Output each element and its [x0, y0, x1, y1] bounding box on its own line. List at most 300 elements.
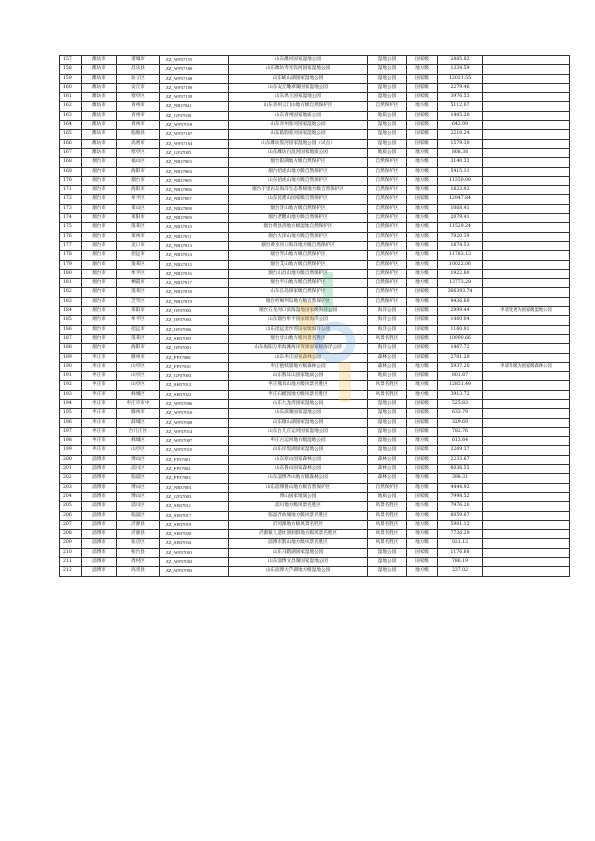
city-cell: 烟台市: [82, 186, 117, 195]
note-cell: [483, 474, 570, 483]
county-cell: 莱阳市: [117, 307, 160, 316]
code-cell: ZZ_WP37155: [160, 56, 229, 65]
area-size-cell: 7920.39: [438, 232, 483, 241]
table-row: [60, 195, 570, 204]
area-type-cell: 地质公园: [368, 492, 407, 501]
area-name-cell: 山东临朐弥河国家湿地公园: [229, 130, 368, 139]
area-size-cell: 2233.67: [438, 455, 483, 464]
area-size-cell: 7998.52: [438, 492, 483, 501]
area-size-cell: 11529.24: [438, 223, 483, 232]
table-row: [60, 362, 570, 371]
row-number: 159: [60, 74, 82, 83]
area-size-cell: 237.02: [438, 567, 483, 576]
city-cell: 烟台市: [82, 297, 117, 306]
table-row: [60, 530, 570, 539]
note-cell: [483, 56, 570, 65]
code-cell: ZZ_NR37005: [160, 176, 229, 185]
note-cell: [483, 241, 570, 250]
table-row: [60, 260, 570, 269]
note-cell: [483, 167, 570, 176]
area-size-cell: 3976.53: [438, 93, 483, 102]
level-cell: 地方级: [407, 511, 438, 520]
area-size-cell: 2079.41: [438, 214, 483, 223]
area-type-cell: 湿地公园: [368, 121, 407, 130]
county-cell: 青州市: [117, 102, 160, 111]
area-name-cell: 博山国家地质公园: [229, 492, 368, 501]
row-number: 186: [60, 325, 82, 334]
row-number: 176: [60, 232, 82, 241]
level-cell: 地方级: [407, 362, 438, 371]
note-cell: [483, 251, 570, 260]
city-cell: 枣庄市: [82, 381, 117, 390]
code-cell: ZZ_WP37003: [160, 567, 229, 576]
code-cell: ZZ_NR37017: [160, 279, 229, 288]
table-row: [60, 316, 570, 325]
area-type-cell: 森林公园: [368, 474, 407, 483]
code-cell: ZZ_WP37168: [160, 74, 229, 83]
area-type-cell: 森林公园: [368, 465, 407, 474]
table-row: [60, 297, 570, 306]
county-cell: 寒亭区: [117, 93, 160, 102]
area-name-cell: 山东九龙湾国家湿地公园: [229, 399, 368, 408]
note-cell: [483, 223, 570, 232]
code-cell: ZZ_NR37009: [160, 214, 229, 223]
code-cell: ZZ_NR37014: [160, 251, 229, 260]
level-cell: 地方级: [407, 520, 438, 529]
row-number: 160: [60, 83, 82, 92]
area-name-cell: 山东熊耳山国家地质公园: [229, 372, 368, 381]
data-table-container: [59, 55, 552, 577]
area-type-cell: 风景名胜区: [368, 381, 407, 390]
area-size-cell: 12851.49: [438, 381, 483, 390]
area-size-cell: 5415.11: [438, 167, 483, 176]
area-size-cell: 2999.44: [438, 307, 483, 316]
area-name-cell: 山东青州云门山地方级自然保护区: [229, 102, 368, 111]
area-name-cell: 山东招远金沙湾国家级海洋公园: [229, 325, 368, 334]
area-name-cell: 烟台黄县湾地方级湿地自然保护区: [229, 223, 368, 232]
area-name-cell: 山东微山湖国家湿地公园: [229, 418, 368, 427]
county-cell: 蓬莱区: [117, 334, 160, 343]
city-cell: 淄博市: [82, 558, 117, 567]
code-cell: ZZ_NR37016: [160, 269, 229, 278]
area-size-cell: 2701.20: [438, 353, 483, 362]
table-row: [60, 520, 570, 529]
table-row: [60, 130, 570, 139]
row-number: 206: [60, 511, 82, 520]
city-cell: 烟台市: [82, 232, 117, 241]
county-cell: 蓬莱区: [117, 223, 160, 232]
area-name-cell: 烟台崆峒列岛地方级自然保护区: [229, 297, 368, 306]
table-row: [60, 492, 570, 501]
note-cell: [483, 409, 570, 418]
level-cell: 国家级: [407, 548, 438, 557]
protected-areas-table: [59, 55, 570, 577]
area-type-cell: 湿地公园: [368, 548, 407, 557]
area-size-cell: 329.69: [438, 418, 483, 427]
note-cell: [483, 418, 570, 427]
level-cell: 国家级: [407, 465, 438, 474]
area-size-cell: 2279.46: [438, 83, 483, 92]
area-size-cell: 642.99: [438, 121, 483, 130]
level-cell: 地方级: [407, 102, 438, 111]
table-row: [60, 288, 570, 297]
area-size-cell: 1405.20: [438, 111, 483, 120]
code-cell: ZZ_WP37007: [160, 437, 229, 446]
area-type-cell: 自然保护区: [368, 214, 407, 223]
table-row: [60, 446, 570, 455]
row-number: 172: [60, 195, 82, 204]
area-size-cell: 7976.20: [438, 502, 483, 511]
city-cell: 枣庄市: [82, 362, 117, 371]
code-cell: ZZ_NR37018: [160, 288, 229, 297]
county-cell: 淄川区: [117, 502, 160, 511]
area-name-cell: 枣庄古运河地方级湿地公园: [229, 437, 368, 446]
row-number: 184: [60, 307, 82, 316]
row-number: 197: [60, 427, 82, 436]
area-size-cell: 2219.24: [438, 130, 483, 139]
note-cell: [483, 465, 570, 474]
row-number: 163: [60, 111, 82, 120]
city-cell: 潍坊市: [82, 130, 117, 139]
county-cell: 海阳市: [117, 186, 160, 195]
level-cell: 地方级: [407, 279, 438, 288]
area-name-cell: 山东昆嵛山国家级自然保护区: [229, 195, 368, 204]
area-name-cell: 山东峡山湖国家湿地公园: [229, 74, 368, 83]
table-row: [60, 232, 570, 241]
row-number: 203: [60, 483, 82, 492]
note-cell: [483, 446, 570, 455]
area-name-cell: 山东淄博齐山地方级森林公园: [229, 474, 368, 483]
table-row: [60, 372, 570, 381]
code-cell: ZZ_WP37008: [160, 418, 229, 427]
row-number: 190: [60, 362, 82, 371]
area-name-cell: 山东淄博大芦湖地方级湿地公园: [229, 567, 368, 576]
city-cell: 烟台市: [82, 176, 117, 185]
level-cell: 国家级: [407, 74, 438, 83]
city-cell: 淄博市: [82, 492, 117, 501]
area-name-cell: 山东青州弥河国家湿地公园: [229, 121, 368, 130]
level-cell: 地方级: [407, 530, 438, 539]
city-cell: 潍坊市: [82, 65, 117, 74]
table-row: [60, 65, 570, 74]
row-number: 194: [60, 399, 82, 408]
level-cell: 地方级: [407, 223, 438, 232]
area-type-cell: 湿地公园: [368, 558, 407, 567]
area-name-cell: 山东枣庄国家森林公园: [229, 353, 368, 362]
level-cell: 国家级: [407, 83, 438, 92]
row-number: 200: [60, 455, 82, 464]
county-cell: 青州市: [117, 111, 160, 120]
code-cell: ZZ_FP37003: [160, 474, 229, 483]
level-cell: 国家级: [407, 344, 438, 353]
table-row: [60, 186, 570, 195]
county-cell: 安丘市: [117, 83, 160, 92]
code-cell: ZZ_NR37004: [160, 167, 229, 176]
county-cell: 高青县: [117, 567, 160, 576]
city-cell: 烟台市: [82, 241, 117, 250]
table-row: [60, 381, 570, 390]
row-number: 189: [60, 353, 82, 362]
note-cell: [483, 139, 570, 148]
level-cell: 国家级: [407, 558, 438, 567]
row-number: 158: [60, 65, 82, 74]
code-cell: ZZ_SH37020: [160, 530, 229, 539]
city-cell: 淄博市: [82, 539, 117, 548]
code-cell: ZZ_FP37001: [160, 455, 229, 464]
code-cell: ZZ_SH37022: [160, 390, 229, 399]
area-name-cell: 烟台罗山地方级自然保护区: [229, 251, 368, 260]
level-cell: 地方级: [407, 297, 438, 306]
row-number: 173: [60, 204, 82, 213]
level-cell: 地方级: [407, 167, 438, 176]
city-cell: 淄博市: [82, 502, 117, 511]
area-name-cell: 山东潍坊寿光弥河国家湿地公园: [229, 65, 368, 74]
row-number: 177: [60, 241, 82, 250]
row-number: 164: [60, 121, 82, 130]
county-cell: 莱山区: [117, 204, 160, 213]
table-row: [60, 418, 570, 427]
area-type-cell: 自然保护区: [368, 297, 407, 306]
level-cell: 地方级: [407, 437, 438, 446]
city-cell: 枣庄市: [82, 390, 117, 399]
county-cell: 莱州市: [117, 232, 160, 241]
level-cell: 国家级: [407, 195, 438, 204]
note-cell: [483, 186, 570, 195]
row-number: 178: [60, 251, 82, 260]
table-row: [60, 399, 570, 408]
code-cell: ZZ_NR37003: [160, 158, 229, 167]
table-row: [60, 93, 570, 102]
area-type-cell: 湿地公园: [368, 93, 407, 102]
table-row: [60, 269, 570, 278]
code-cell: ZZ_WP37169: [160, 83, 229, 92]
row-number: 192: [60, 381, 82, 390]
area-type-cell: 自然保护区: [368, 251, 407, 260]
area-name-cell: 枣庄熊耳山地方级风景名胜区: [229, 381, 368, 390]
row-number: 171: [60, 186, 82, 195]
area-name-cell: 山东台儿庄运河国家湿地公园: [229, 427, 368, 436]
city-cell: 枣庄市: [82, 418, 117, 427]
area-size-cell: 1579.30: [438, 139, 483, 148]
note-cell: [483, 344, 570, 353]
note-cell: [483, 279, 570, 288]
area-name-cell: 淄川地方级风景名胜区: [229, 502, 368, 511]
code-cell: ZZ_SH37017: [160, 511, 229, 520]
area-type-cell: 森林公园: [368, 362, 407, 371]
area-name-cell: 山东禹王国家湿地公园: [229, 93, 368, 102]
note-cell: [483, 399, 570, 408]
area-type-cell: 森林公园: [368, 353, 407, 362]
city-cell: 烟台市: [82, 344, 117, 353]
area-type-cell: 森林公园: [368, 455, 407, 464]
area-type-cell: 风景名胜区: [368, 539, 407, 548]
code-cell: ZZ_OP37001: [160, 344, 229, 353]
area-size-cell: 921.13: [438, 539, 483, 548]
table-row: [60, 74, 570, 83]
area-name-cell: 山东淄博文昌湖国家湿地公园: [229, 558, 368, 567]
area-name-cell: 烟台牙山地方级风景名胜区: [229, 334, 368, 343]
level-cell: 地方级: [407, 269, 438, 278]
note-cell: [483, 334, 570, 343]
code-cell: ZZ_WP37018: [160, 121, 229, 130]
area-size-cell: 1922.80: [438, 269, 483, 278]
level-cell: 国家级: [407, 316, 438, 325]
area-size-cell: 1822.92: [438, 186, 483, 195]
level-cell: 国家级: [407, 427, 438, 436]
row-number: 185: [60, 316, 82, 325]
area-type-cell: 自然保护区: [368, 260, 407, 269]
code-cell: ZZ_GP37003: [160, 372, 229, 381]
note-cell: 申请变更为国家级湿地公园: [483, 307, 570, 316]
city-cell: 烟台市: [82, 167, 117, 176]
area-type-cell: 湿地公园: [368, 567, 407, 576]
area-size-cell: 1467.72: [438, 344, 483, 353]
area-name-cell: 山东淄博鲁山地方级自然保护区: [229, 483, 368, 492]
area-name-cell: 山东长岛国家级自然保护区: [229, 288, 368, 297]
code-cell: ZZ_WP37002: [160, 558, 229, 567]
area-type-cell: 海洋公园: [368, 325, 407, 334]
area-name-cell: 烟台牙山地方级自然保护区: [229, 204, 368, 213]
table-row: [60, 223, 570, 232]
row-number: 202: [60, 474, 82, 483]
level-cell: 地方级: [407, 260, 438, 269]
area-name-cell: 山东海阳万米海滩海洋资源国家级海洋公园: [229, 344, 368, 353]
code-cell: ZZ_FP37002: [160, 465, 229, 474]
county-cell: 海阳市: [117, 167, 160, 176]
row-number: 209: [60, 539, 82, 548]
code-cell: ZZ_NR37008: [160, 204, 229, 213]
city-cell: 枣庄市: [82, 437, 117, 446]
level-cell: 国家级: [407, 111, 438, 120]
area-name-cell: 枣庄抱犊崮地方级森林公园: [229, 362, 368, 371]
county-cell: 山亭区: [117, 362, 160, 371]
county-cell: 枣庄市市中: [117, 399, 160, 408]
code-cell: ZZ_OP37004: [160, 316, 229, 325]
area-name-cell: 沂河源地方级风景名胜区: [229, 520, 368, 529]
city-cell: 淄博市: [82, 455, 117, 464]
area-size-cell: 1874.53: [438, 241, 483, 250]
county-cell: 青州市: [117, 121, 160, 130]
county-cell: 招远市: [117, 251, 160, 260]
table-row: [60, 502, 570, 511]
area-name-cell: 山东马踏湖国家湿地公园: [229, 548, 368, 557]
note-cell: [483, 297, 570, 306]
city-cell: 烟台市: [82, 223, 117, 232]
county-cell: 坊子区: [117, 74, 160, 83]
area-size-cell: 633.79: [438, 409, 483, 418]
row-number: 207: [60, 520, 82, 529]
county-cell: 薛城区: [117, 418, 160, 427]
row-number: 210: [60, 548, 82, 557]
area-size-cell: 1160.91: [438, 325, 483, 334]
city-cell: 淄博市: [82, 511, 117, 520]
county-cell: 龙口市: [117, 241, 160, 250]
code-cell: ZZ_WP37006: [160, 399, 229, 408]
county-cell: 临淄区: [117, 474, 160, 483]
code-cell: ZZ_WP37014: [160, 427, 229, 436]
code-cell: ZZ_NR37013: [160, 241, 229, 250]
county-cell: 滕州市: [117, 353, 160, 362]
area-size-cell: 808.38: [438, 148, 483, 157]
note-cell: [483, 288, 570, 297]
area-size-cell: 782.76: [438, 427, 483, 436]
row-number: 161: [60, 93, 82, 102]
area-type-cell: 海洋公园: [368, 307, 407, 316]
area-name-cell: 山东潍坊白浪河国家地质公园: [229, 148, 368, 157]
note-cell: [483, 204, 570, 213]
row-number: 168: [60, 158, 82, 167]
row-number: 191: [60, 372, 82, 381]
table-row: [60, 567, 570, 576]
county-cell: 烟台市: [117, 176, 160, 185]
code-cell: ZZ_OP37006: [160, 325, 229, 334]
city-cell: 淄博市: [82, 530, 117, 539]
area-type-cell: 自然保护区: [368, 195, 407, 204]
area-size-cell: 786.19: [438, 558, 483, 567]
level-cell: 地方级: [407, 539, 438, 548]
row-number: 181: [60, 279, 82, 288]
city-cell: 枣庄市: [82, 353, 117, 362]
area-size-cell: 3913.72: [438, 390, 483, 399]
area-type-cell: 风景名胜区: [368, 390, 407, 399]
city-cell: 烟台市: [82, 334, 117, 343]
table-row: [60, 344, 570, 353]
code-cell: ZZ_FP37010: [160, 362, 229, 371]
area-name-cell: 烟台招虎山地方级自然保护区: [229, 167, 368, 176]
note-cell: [483, 390, 570, 399]
level-cell: 国家级: [407, 492, 438, 501]
note-cell: [483, 111, 570, 120]
area-type-cell: 海洋公园: [368, 344, 407, 353]
area-type-cell: 海洋公园: [368, 316, 407, 325]
row-number: 196: [60, 418, 82, 427]
area-type-cell: 湿地公园: [368, 418, 407, 427]
area-size-cell: 11350.00: [438, 176, 483, 185]
row-number: 180: [60, 269, 82, 278]
row-number: 212: [60, 567, 82, 576]
area-type-cell: 自然保护区: [368, 232, 407, 241]
city-cell: 烟台市: [82, 204, 117, 213]
county-cell: 沂源县: [117, 530, 160, 539]
area-type-cell: 湿地公园: [368, 65, 407, 74]
city-cell: 潍坊市: [82, 121, 117, 130]
table-row: [60, 548, 570, 557]
table-row: [60, 539, 570, 548]
area-name-cell: 烟台大泽山地方级自然保护区: [229, 232, 368, 241]
code-cell: ZZ_OP37003: [160, 307, 229, 316]
table-row: [60, 56, 570, 65]
city-cell: 枣庄市: [82, 427, 117, 436]
code-cell: ZZ_NR37019: [160, 297, 229, 306]
row-number: 165: [60, 130, 82, 139]
county-cell: 蓬莱区: [117, 260, 160, 269]
area-type-cell: 风景名胜区: [368, 334, 407, 343]
level-cell: 国家级: [407, 93, 438, 102]
area-size-cell: 6036.55: [438, 465, 483, 474]
county-cell: 临朐县: [117, 130, 160, 139]
area-name-cell: 烟台五龙河口滨海湿地国家级海洋公园: [229, 307, 368, 316]
row-number: 179: [60, 260, 82, 269]
level-cell: 地方级: [407, 390, 438, 399]
county-cell: 桓台县: [117, 548, 160, 557]
city-cell: 烟台市: [82, 158, 117, 167]
table-row: [60, 251, 570, 260]
level-cell: 国家级: [407, 334, 438, 343]
area-type-cell: 湿地公园: [368, 446, 407, 455]
county-cell: 高密市: [117, 139, 160, 148]
note-cell: [483, 102, 570, 111]
note-cell: [483, 567, 570, 576]
